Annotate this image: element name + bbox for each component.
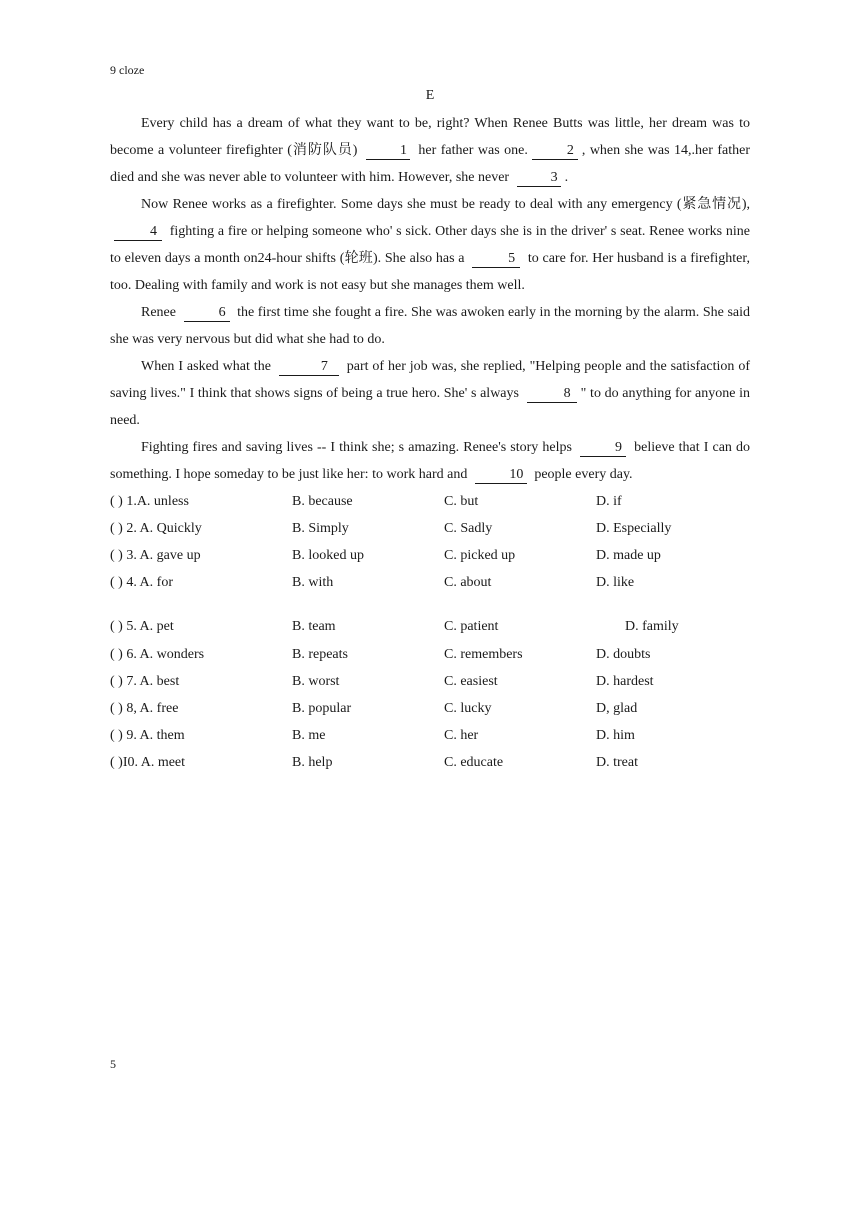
paragraph-5 <box>110 434 750 488</box>
passage-text: fighting a fire or helping someone who' s sick. Other days she is in the driver' s seat. Renee works nine to eleven days a month on24-hour shifts (轮班). She also has a <box>110 224 750 266</box>
question-stem: ( ) 5. A. pet <box>110 619 174 634</box>
option-d: D. Especially <box>596 521 672 536</box>
option-c: C. lucky <box>444 701 492 716</box>
paragraph-3 <box>110 299 750 353</box>
blank-3: 3 <box>517 170 561 187</box>
option-c: C. picked up <box>444 548 516 563</box>
question-row-8 <box>110 695 750 722</box>
paragraph-1 <box>110 110 750 191</box>
option-b: B. worst <box>292 674 340 689</box>
passage-text: the first time she fought a fire. She was awoken early in the morning by the alarm. She said she was very nervous but did what she had to do. <box>110 305 750 347</box>
section-title: E <box>425 88 435 103</box>
option-d: D. made up <box>596 548 661 563</box>
passage-text: Every child has a dream of what they want to be, right? When Renee Butts was little, her dream was to become a volunteer firefighter (消防队员) <box>110 116 750 158</box>
option-b: B. me <box>292 728 326 743</box>
question-row-1 <box>110 488 750 515</box>
question-stem: ( ) 3. A. gave up <box>110 548 201 563</box>
option-c: C. educate <box>444 755 504 770</box>
passage-text: her father was one. <box>413 143 528 158</box>
passage-text: Now Renee works as a firefighter. Some days she must be ready to deal with any emergency (紧急情况), <box>141 197 750 212</box>
cloze-passage <box>110 110 750 488</box>
option-d: D. treat <box>596 755 638 770</box>
option-c: C. patient <box>444 619 499 634</box>
option-c: C. her <box>444 728 479 743</box>
option-b: B. team <box>292 619 336 634</box>
question-stem: ( ) 7. A. best <box>110 674 180 689</box>
passage-text: When I asked what the <box>141 359 275 374</box>
question-row-5 <box>110 613 750 640</box>
question-stem: ( ) 8, A. free <box>110 701 179 716</box>
question-stem: ( ) 1.A. unless <box>110 494 189 509</box>
passage-text: Renee <box>141 305 180 320</box>
option-d: D. doubts <box>596 647 651 662</box>
question-stem: ( ) 9. A. them <box>110 728 185 743</box>
passage-text: believe that I can do something. I hope someday to be just like her: to work hard and <box>110 440 750 482</box>
blank-2: 2 <box>532 143 578 160</box>
question-row-6 <box>110 641 750 668</box>
passage-text: Fighting fires and saving lives -- I think she; s amazing. Renee's story helps <box>141 440 577 455</box>
blank-4: 4 <box>114 224 162 241</box>
question-row-2 <box>110 515 750 542</box>
passage-text: part of her job was, she replied, "Helping people and the satisfaction of saving lives." I think that shows signs of being a true hero. She' s always <box>110 359 750 401</box>
option-b: B. help <box>292 755 333 770</box>
paragraph-4 <box>110 353 750 434</box>
option-d: D. family <box>625 619 679 634</box>
question-row-3 <box>110 542 750 569</box>
question-stem: ( ) 2. A. Quickly <box>110 521 202 536</box>
blank-6: 6 <box>184 305 230 322</box>
option-b: B. looked up <box>292 548 364 563</box>
question-stem: ( ) 4. A. for <box>110 575 173 590</box>
option-b: B. with <box>292 575 334 590</box>
option-c: C. about <box>444 575 492 590</box>
option-c: C. remembers <box>444 647 523 662</box>
option-c: C. easiest <box>444 674 498 689</box>
blank-9: 9 <box>580 440 626 457</box>
question-row-9 <box>110 722 750 749</box>
page-number: 5 <box>110 1057 116 1071</box>
page-header: 9 cloze <box>110 63 145 77</box>
option-d: D. hardest <box>596 674 654 689</box>
question-stem: ( )I0. A. meet <box>110 755 186 770</box>
option-b: B. because <box>292 494 353 509</box>
blank-5: 5 <box>472 251 520 268</box>
passage-text: , when she was 14,.her father died and she was never able to volunteer with him. However, she never <box>110 143 750 185</box>
paragraph-2 <box>110 191 750 299</box>
option-b: B. popular <box>292 701 352 716</box>
option-d: D, glad <box>596 701 638 716</box>
option-d: D. if <box>596 494 622 509</box>
option-b: B. Simply <box>292 521 349 536</box>
passage-text: " to do anything for anyone in need. <box>110 386 750 428</box>
option-c: C. Sadly <box>444 521 493 536</box>
passage-text: to care for. Her husband is a firefighter, too. Dealing with family and work is not easy but she manages them well. <box>110 251 750 293</box>
blank-7: 7 <box>279 359 339 376</box>
question-row-7 <box>110 668 750 695</box>
passage-text: people every day. <box>530 467 633 482</box>
question-row-10 <box>110 749 750 776</box>
option-c: C. but <box>444 494 479 509</box>
blank-8: 8 <box>527 386 577 403</box>
option-b: B. repeats <box>292 647 348 662</box>
answer-options <box>110 488 750 776</box>
option-d: D. like <box>596 575 635 590</box>
option-d: D. him <box>596 728 635 743</box>
blank-1: 1 <box>366 143 410 160</box>
question-row-4 <box>110 569 750 596</box>
question-stem: ( ) 6. A. wonders <box>110 647 205 662</box>
passage-text: . <box>564 170 569 185</box>
blank-10: 10 <box>475 467 527 484</box>
